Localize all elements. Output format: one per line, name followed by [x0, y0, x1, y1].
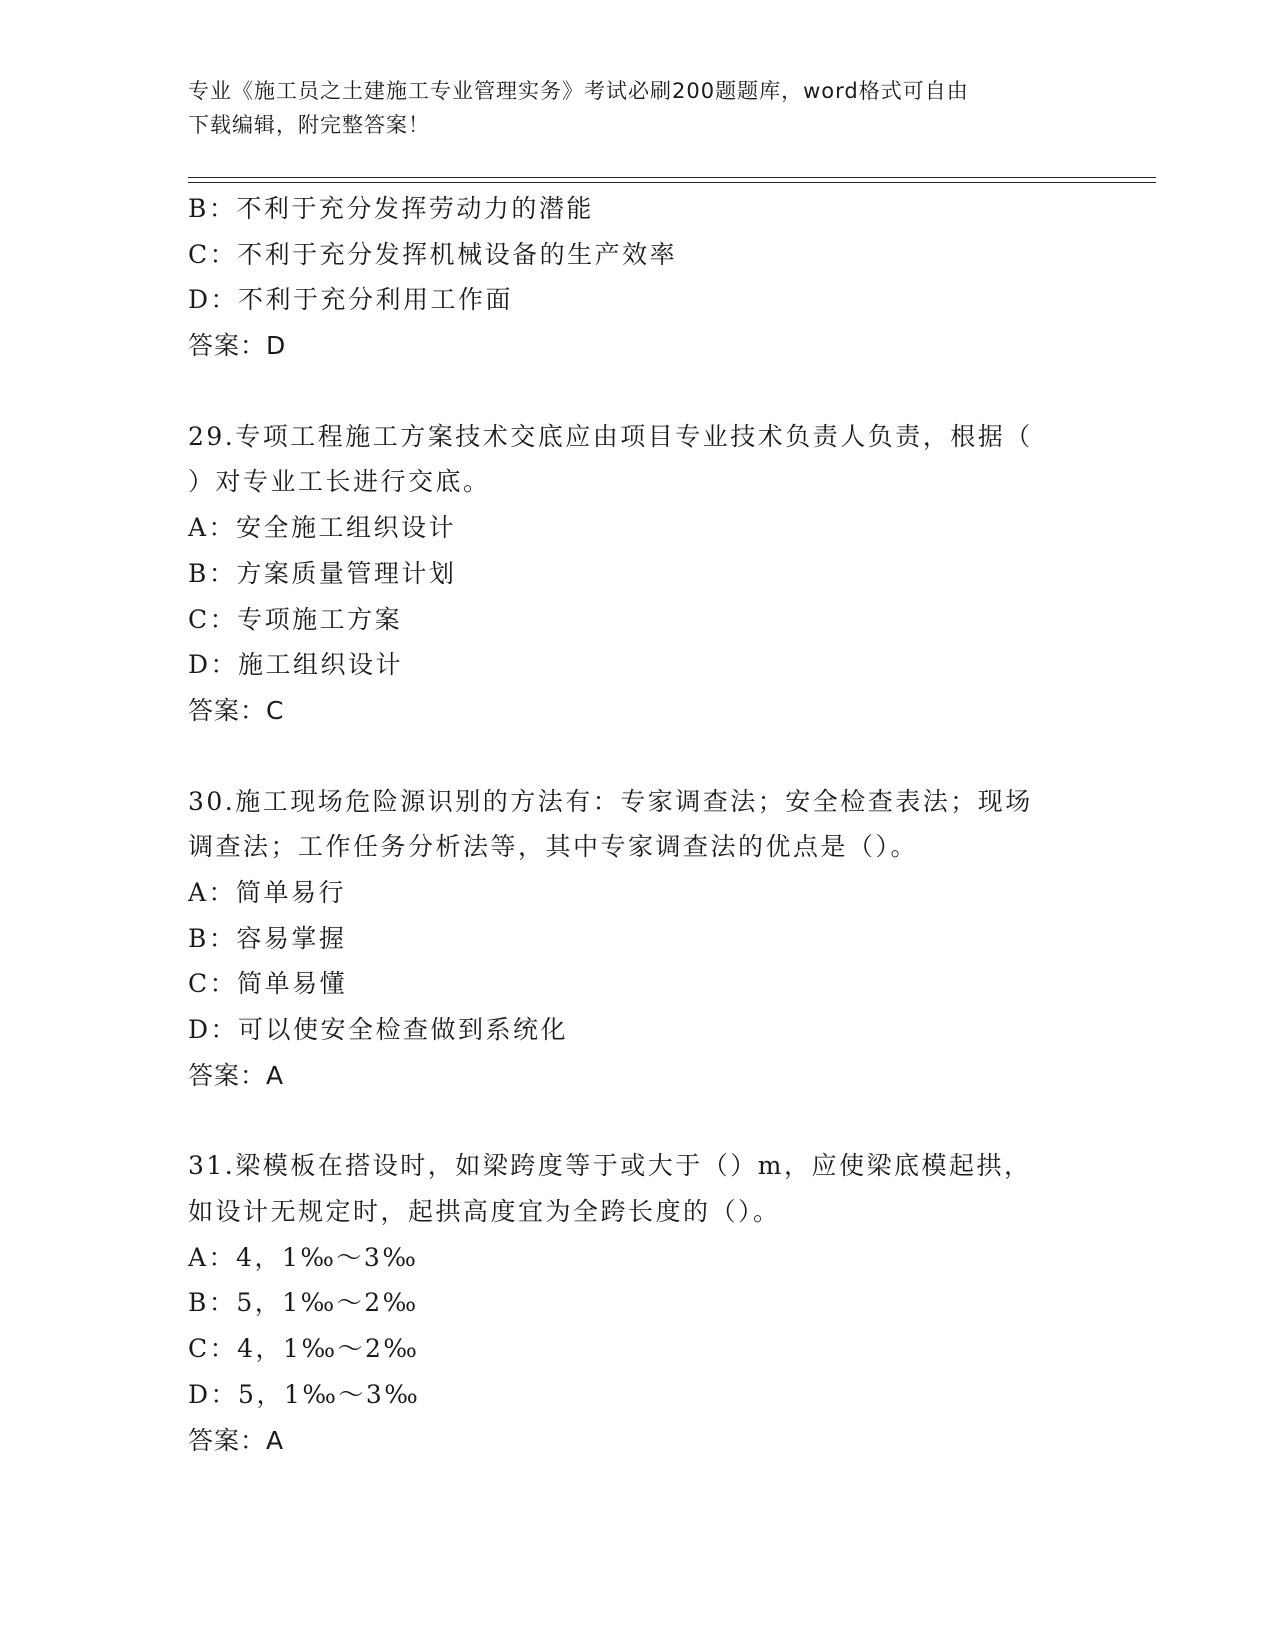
question-stem-line-2: 调查法；工作任务分析法等，其中专家调查法的优点是（）。 [188, 832, 919, 862]
header-rule-bottom [188, 182, 1156, 183]
header-line-2: 下载编辑，附完整答案！ [188, 113, 430, 137]
option-c: C：不利于充分发挥机械设备的生产效率 [188, 239, 678, 269]
header-line-1: 专业《施工员之土建施工专业管理实务》考试必刷200题题库，word格式可自由 [188, 79, 969, 103]
option-a: A：简单易行 [188, 877, 347, 907]
option-a: A：4，1‰～3‰ [188, 1242, 419, 1272]
option-c: C：4，1‰～2‰ [188, 1334, 420, 1364]
option-b: B：5，1‰～2‰ [188, 1288, 419, 1318]
question-30 [188, 779, 1088, 1099]
question-stem-line-1: 30.施工现场危险源识别的方法有：专家调查法；安全检查表法；现场 [188, 786, 1033, 816]
question-list [188, 186, 1088, 1463]
question-stem-line-1: 29.专项工程施工方案技术交底应由项目专业技术负责人负责，根据（ [188, 421, 1033, 451]
option-c: C：简单易懂 [188, 969, 348, 999]
option-c: C：专项施工方案 [188, 604, 403, 634]
header-rule-top [188, 177, 1156, 178]
answer-line: 答案：A [188, 1425, 285, 1455]
question-28-continuation [188, 186, 1088, 369]
answer-line: 答案：A [188, 1060, 285, 1090]
document-header [188, 74, 1068, 142]
option-b: B：不利于充分发挥劳动力的潜能 [188, 194, 594, 223]
answer-line: 答案：C [188, 695, 285, 725]
question-stem-line-2: 如设计无规定时，起拱高度宜为全跨长度的（）。 [188, 1197, 781, 1227]
option-b: B：方案质量管理计划 [188, 558, 457, 588]
answer-line: 答案：D [188, 331, 287, 361]
option-d: D：5，1‰～3‰ [188, 1379, 421, 1409]
option-d: D：施工组织设计 [188, 650, 404, 680]
question-31 [188, 1143, 1088, 1463]
option-d: D：可以使安全检查做到系统化 [188, 1015, 569, 1044]
option-d: D：不利于充分利用工作面 [188, 285, 514, 315]
option-a: A：安全施工组织设计 [188, 513, 457, 543]
option-b: B：容易掌握 [188, 923, 347, 953]
question-stem-line-1: 31.梁模板在搭设时，如梁跨度等于或大于（）m，应使梁底模起拱， [188, 1151, 1032, 1181]
question-stem-line-2: ）对专业工长进行交底。 [188, 467, 491, 497]
question-29 [188, 414, 1088, 734]
